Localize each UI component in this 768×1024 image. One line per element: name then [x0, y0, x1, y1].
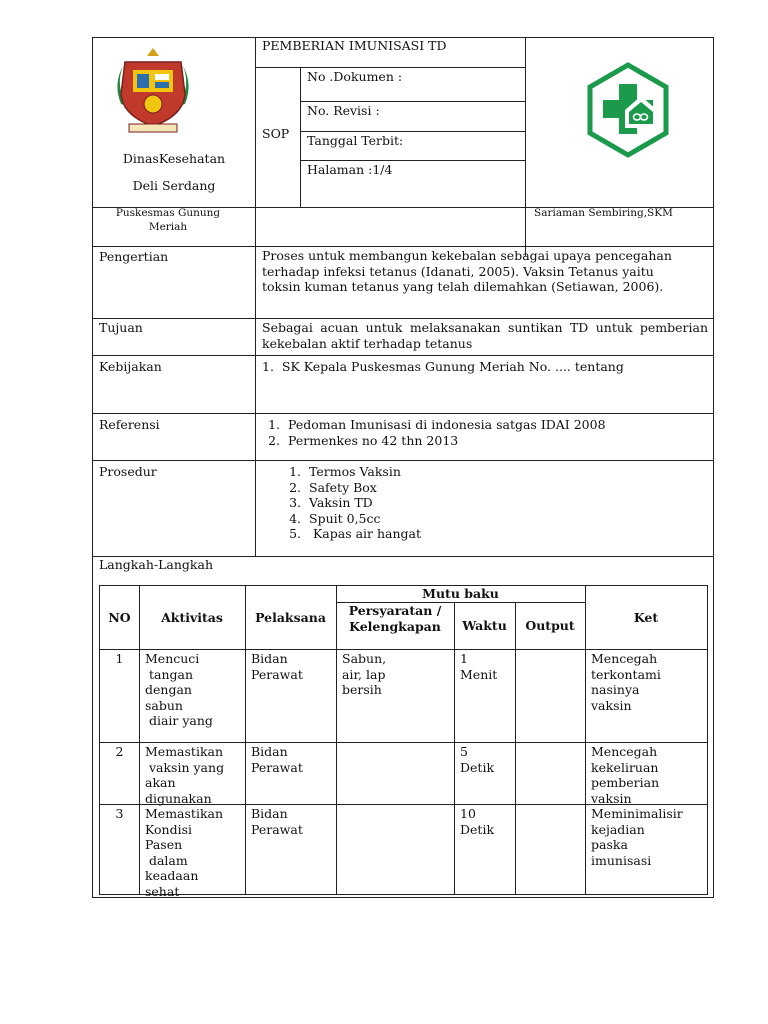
table-cell-no: 1: [115, 651, 124, 666]
document-title: PEMBERIAN IMUNISASI TD: [262, 38, 447, 53]
divider: [454, 602, 455, 894]
table-cell-waktu: 10 Detik: [460, 806, 495, 837]
divider: [255, 67, 525, 68]
table-cell-pelaksana: Bidan Perawat: [251, 744, 303, 775]
table-cell-no: 3: [115, 806, 124, 821]
divider: [93, 355, 713, 356]
col-header-waktu: Waktu: [462, 618, 507, 633]
referensi-list: [258, 417, 606, 448]
divider: [93, 413, 713, 414]
tujuan-label: Tujuan: [99, 320, 143, 335]
pengertian-text: Proses untuk membangun kekebalan sebagai upaya pencegahan terhadap infeksi tetanus (Idanati, 2005). Vaksin Tetanus yaitu toksin kuman tetanus yang telah dilemahkan (Setiawan, 2006).: [262, 248, 672, 294]
prosedur-list: [279, 464, 421, 542]
divider: [585, 586, 586, 894]
divider: [93, 246, 713, 247]
table-cell-aktivitas: Mencuci tangan dengan sabun diair yang: [145, 651, 213, 728]
list-item: 5. Kapas air hangat: [289, 526, 422, 541]
divider: [139, 586, 140, 894]
referensi-label: Referensi: [99, 417, 160, 432]
sop-document: [92, 37, 714, 898]
col-header-pelaksana: Pelaksana: [255, 610, 326, 625]
table-cell-waktu: 5 Detik: [460, 744, 495, 775]
divider: [93, 460, 713, 461]
divider: [100, 742, 707, 743]
divider: [515, 602, 516, 894]
page-field: Halaman :1/4: [307, 162, 393, 177]
table-cell-aktivitas: Memastikan vaksin yang akan digunakan: [145, 744, 225, 806]
divider: [525, 38, 526, 256]
list-item: 1. Pedoman Imunisasi di indonesia satgas IDAI 2008: [268, 417, 606, 432]
prosedur-label: Prosedur: [99, 464, 157, 479]
revision-field: No. Revisi :: [307, 103, 380, 118]
col-header-aktivitas: Aktivitas: [161, 610, 223, 625]
divider: [300, 101, 525, 102]
divider: [300, 131, 525, 132]
steps-table: [99, 585, 708, 899]
col-header-persyaratan: Persyaratan / Kelengkapan: [348, 603, 442, 634]
issue-date-field: Tanggal Terbit:: [307, 133, 404, 148]
langkah-label: Langkah-Langkah: [99, 557, 213, 572]
table-cell-pelaksana: Bidan Perawat: [251, 651, 303, 682]
table-cell-persyaratan: Sabun, air, lap bersih: [342, 651, 387, 697]
list-item: 3. Vaksin TD: [289, 495, 373, 510]
kebijakan-list: [262, 359, 624, 375]
divider: [255, 38, 256, 256]
kebijakan-label: Kebijakan: [99, 359, 162, 374]
list-item: 1. SK Kepala Puskesmas Gunung Meriah No. .... tentang: [262, 359, 624, 374]
list-item: 2. Permenkes no 42 thn 2013: [268, 432, 459, 448]
puskesmas-logo: [585, 62, 671, 158]
table-cell-pelaksana: Bidan Perawat: [251, 806, 303, 837]
list-item: 4. Spuit 0,5cc: [289, 510, 381, 526]
list-item: 2. Safety Box: [289, 479, 377, 495]
divider: [245, 586, 246, 894]
list-item: 1. Termos Vaksin: [289, 464, 401, 479]
table-cell-ket: Mencegah terkontami nasinya vaksin: [591, 651, 661, 713]
col-header-mutu-baku: Mutu baku: [422, 586, 499, 601]
table-cell-ket: Meminimalisir kejadian paska imunisasi: [591, 806, 683, 868]
tujuan-text: Sebagai acuan untuk melaksanakan suntikan TD untuk pemberian kekebalan aktif terhadap tetanus: [262, 320, 708, 351]
divider: [93, 318, 713, 319]
col-header-no: NO: [108, 610, 131, 625]
sop-label: SOP: [262, 126, 290, 141]
signatory-name: Sariaman Sembiring,SKM: [534, 207, 673, 219]
col-header-output: Output: [525, 618, 575, 633]
pengertian-label: Pengertian: [99, 249, 169, 264]
regency-seal-logo: [103, 44, 203, 134]
table-cell-no: 2: [115, 744, 124, 759]
doc-number-field: No .Dokumen :: [307, 69, 403, 84]
table-cell-aktivitas: Memastikan Kondisi Pasen dalam keadaan sehat: [145, 806, 224, 899]
facility-name: Puskesmas Gunung Meriah: [115, 207, 221, 233]
org-name-line2: Deli Serdang: [132, 178, 216, 193]
col-header-ket: Ket: [633, 610, 659, 625]
divider: [100, 649, 707, 650]
table-cell-ket: Mencegah kekeliruan pemberian vaksin: [591, 744, 660, 806]
divider: [300, 160, 525, 161]
table-cell-waktu: 1 Menit: [460, 651, 498, 682]
divider: [300, 67, 301, 207]
org-name-line1: DinasKesehatan: [122, 151, 226, 166]
divider: [255, 246, 256, 556]
